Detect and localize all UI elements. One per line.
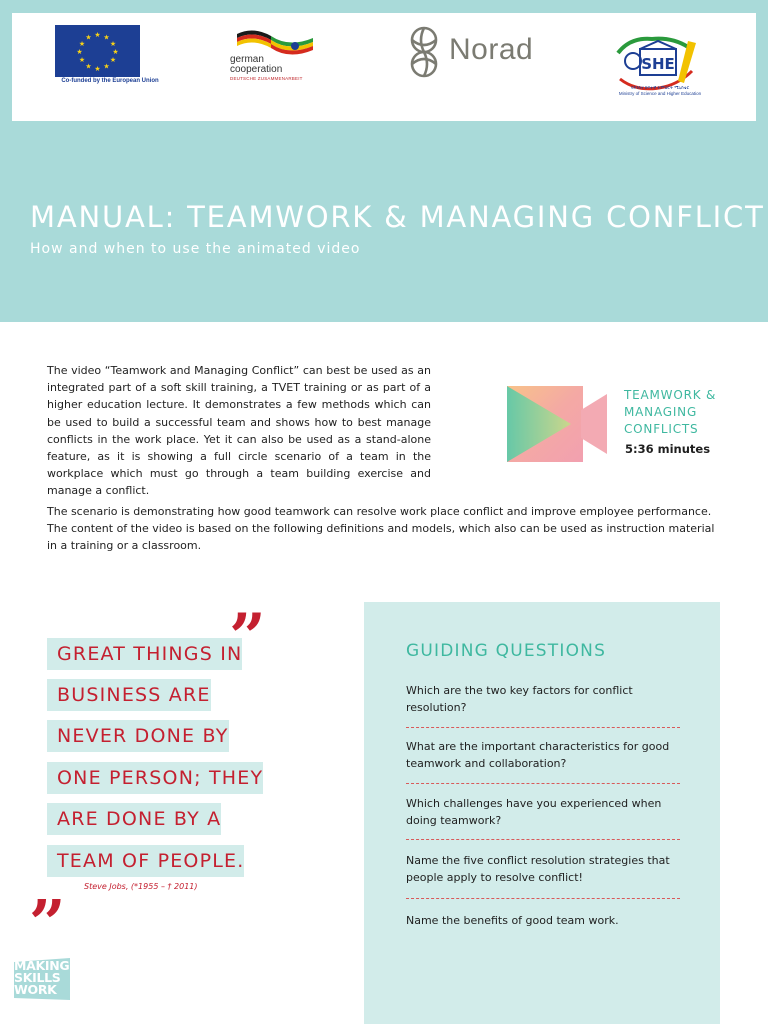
guiding-question-4: Name the five conflict resolution strategies that people apply to resolve conflict! (406, 854, 670, 884)
video-duration: 5:36 minutes (625, 442, 711, 456)
msw-line3: WORK (14, 982, 57, 997)
page-subtitle: How and when to use the animated video (30, 241, 361, 257)
svg-text:★: ★ (103, 62, 110, 71)
svg-text:★: ★ (112, 48, 119, 56)
flags-wave-icon (223, 26, 333, 56)
gc-line3: DEUTSCHE ZUSAMMENARBEIT (230, 76, 303, 81)
quote-close-mark: „ (30, 850, 67, 925)
quote-line-1: GREAT THINGS IN (47, 638, 242, 670)
svg-text:★: ★ (94, 65, 101, 73)
mshe-caption-english: Ministry of Science and Higher Education (618, 91, 702, 96)
eu-stars-icon (55, 25, 140, 77)
quote-line-3: NEVER DONE BY (47, 720, 229, 752)
msw-line2: SKILLS (14, 970, 61, 985)
svg-text:★: ★ (85, 33, 92, 42)
video-title (624, 387, 744, 438)
svg-text:★: ★ (109, 56, 117, 64)
gc-line2: cooperation (230, 64, 283, 75)
page-title: MANUAL: TEAMWORK & MANAGING CONFLICT (30, 200, 765, 234)
video-camera-icon[interactable] (505, 384, 609, 464)
guiding-question-3: Which challenges have you experienced when doing teamwork? (406, 797, 662, 827)
quote-line-4: ONE PERSON; THEY (47, 762, 263, 794)
question-divider (406, 783, 680, 784)
quote-line-2: BUSINESS ARE (47, 679, 211, 711)
svg-text:★: ★ (78, 40, 86, 48)
question-divider (406, 727, 680, 728)
quote-open-mark: ” (229, 600, 266, 675)
svg-text:★: ★ (76, 48, 83, 56)
question-divider (406, 839, 680, 840)
msw-line1: MAKING (14, 958, 70, 973)
eu-caption: Co-funded by the European Union (61, 78, 159, 84)
quote-line-5: ARE DONE BY A (47, 803, 221, 835)
mshe-abbr: SHE (641, 55, 675, 73)
svg-text:★: ★ (85, 62, 92, 71)
eu-flag-logo (55, 25, 140, 77)
german-cooperation-logo (223, 26, 333, 86)
norad-wordmark: Norad (449, 33, 534, 66)
svg-text:★: ★ (103, 33, 110, 42)
norad-symbol-icon (405, 26, 443, 78)
intro-paragraph-2: The scenario is demonstrating how good teamwork can resolve work place conflict and improve employee performance. The content of the video is based on the following definitions and models, which also can be used as instruction material in a training or a classroom. (47, 505, 715, 553)
video-title-line3: CONFLICTS (624, 422, 699, 436)
svg-text:★: ★ (78, 56, 86, 64)
guiding-questions-title: GUIDING QUESTIONS (406, 641, 607, 661)
quote-author: Steve Jobs, (*1955 – † 2011) (84, 882, 198, 891)
intro-paragraph-1: The video “Teamwork and Managing Conflict” can best be used as an integrated part of a soft skill training, a TVET training or as part of a higher education lecture. It demonstrates a few methods which can be used to build a successful team and shows how to best manage conflicts in the work place. Yet it can also be used as a stand-alone feature, as it is showing a full circle scenario of a team in the workplace which must go through a team building exercise and manage a conflict. (47, 364, 431, 498)
video-title-line2: MANAGING (624, 405, 698, 419)
gc-line1: german (230, 54, 264, 65)
video-title-line1: TEAMWORK & (624, 388, 717, 402)
question-divider (406, 898, 680, 899)
svg-text:★: ★ (94, 31, 101, 39)
quote-line-6: TEAM OF PEOPLE. (47, 845, 244, 877)
guiding-question-5: Name the benefits of good team work. (406, 914, 619, 927)
svg-text:★: ★ (109, 40, 117, 48)
guiding-question-1: Which are the two key factors for conflict resolution? (406, 684, 633, 714)
guiding-question-2: What are the important characteristics for good teamwork and collaboration? (406, 740, 670, 770)
making-skills-work-logo (14, 960, 70, 996)
mshe-caption-amharic: ሳይንስና ከፍተኛ ትምህርት ሚኒስቴር (630, 85, 690, 90)
